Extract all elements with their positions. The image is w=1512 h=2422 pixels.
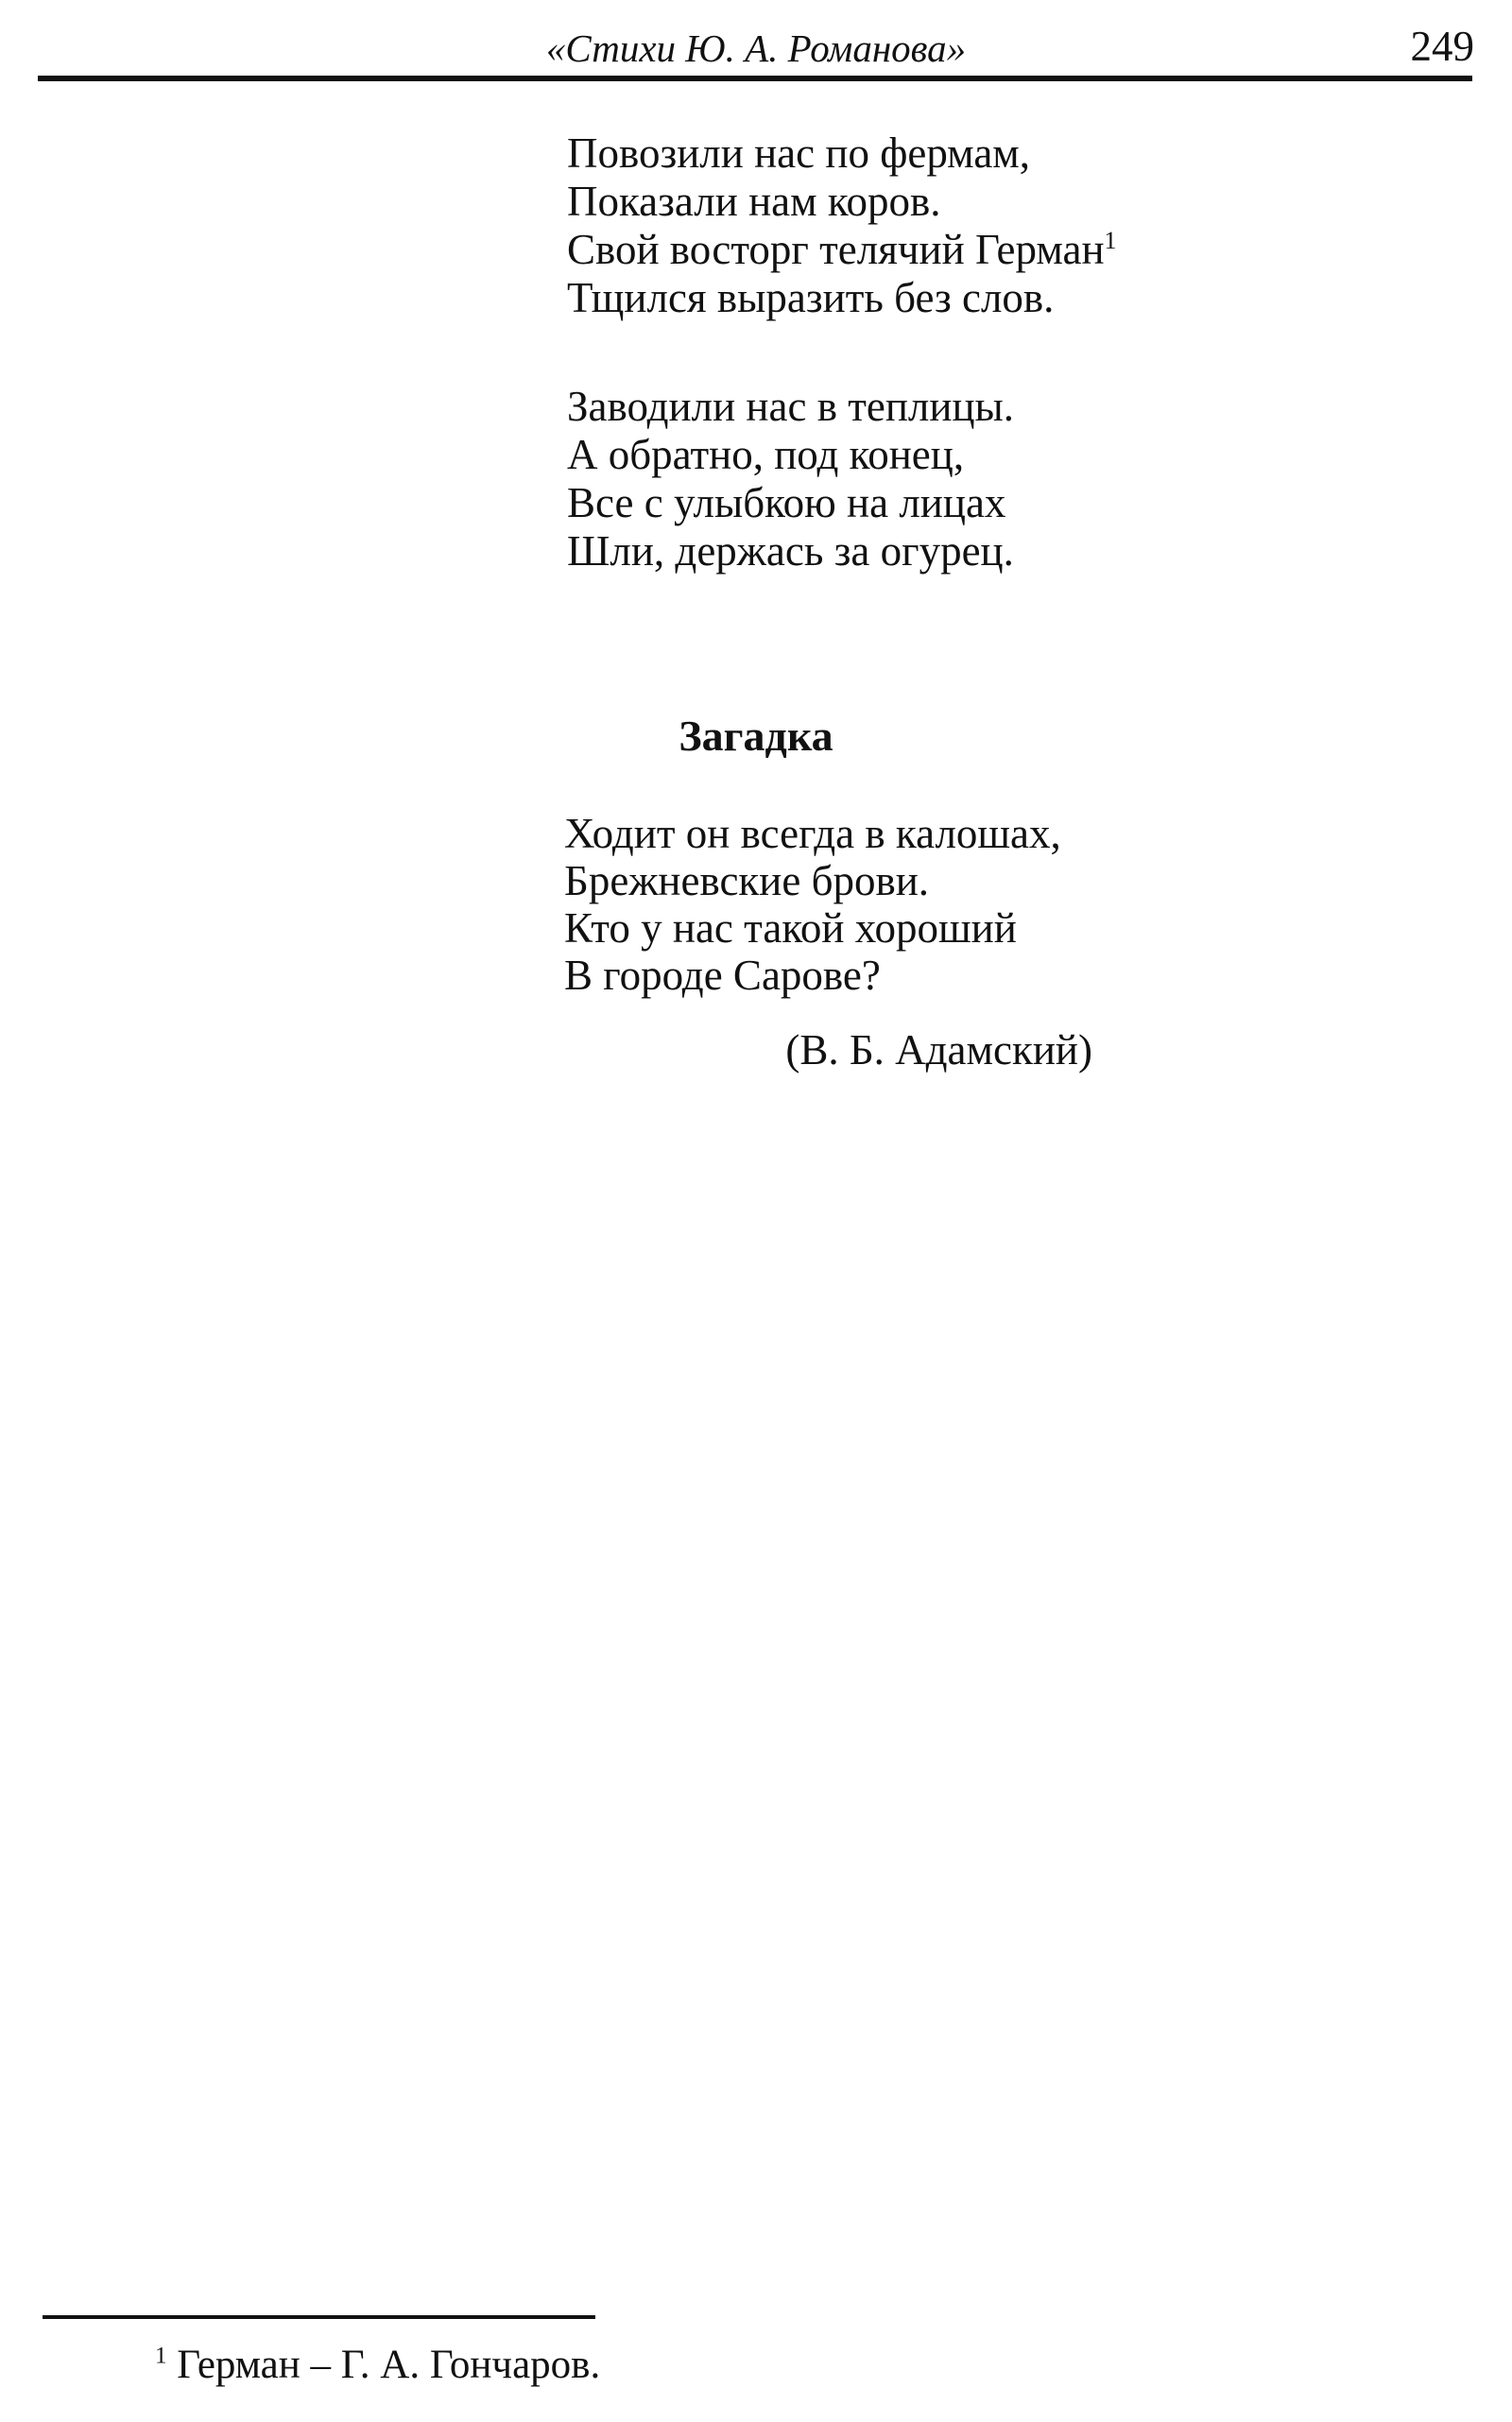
footnote xyxy=(155,2342,600,2388)
riddle-title: Загадка xyxy=(679,712,833,760)
footnote-reference: 1 xyxy=(1104,227,1117,254)
poem-line: Все с улыбкою на лицах xyxy=(567,479,1006,526)
poem-line: Шли, держась за огурец. xyxy=(567,527,1014,575)
poem-line-text: Свой восторг телячий Герман xyxy=(567,226,1105,273)
header-rule xyxy=(38,76,1472,81)
poem-line: Показали нам коров. xyxy=(567,178,941,225)
poem-line: Заводили нас в теплицы. xyxy=(567,383,1015,430)
poem-line: Тщился выразить без слов. xyxy=(567,274,1055,321)
poem-line: Ходит он всегда в калошах, xyxy=(564,810,1061,857)
poem-line xyxy=(567,226,1117,274)
poem-stanza-2 xyxy=(567,383,1014,575)
footnote-marker: 1 xyxy=(155,2343,167,2369)
poem-line: Брежневские брови. xyxy=(564,857,930,904)
page-number: 249 xyxy=(1410,23,1474,70)
poem-line: Повозили нас по фермам, xyxy=(567,129,1031,177)
poem-line: Кто у нас такой хороший xyxy=(564,904,1017,952)
footnote-text: Герман – Г. А. Гончаров. xyxy=(177,2343,601,2387)
running-title: «Стихи Ю. А. Романова» xyxy=(545,26,967,70)
poem-line: В городе Сарове? xyxy=(564,952,881,999)
poem-line: А обратно, под конец, xyxy=(567,431,965,478)
riddle-stanza xyxy=(564,810,1061,999)
poem-stanza-1 xyxy=(567,129,1117,322)
footnote-rule xyxy=(43,2315,595,2319)
attribution: (В. Б. Адамский) xyxy=(785,1026,1092,1074)
